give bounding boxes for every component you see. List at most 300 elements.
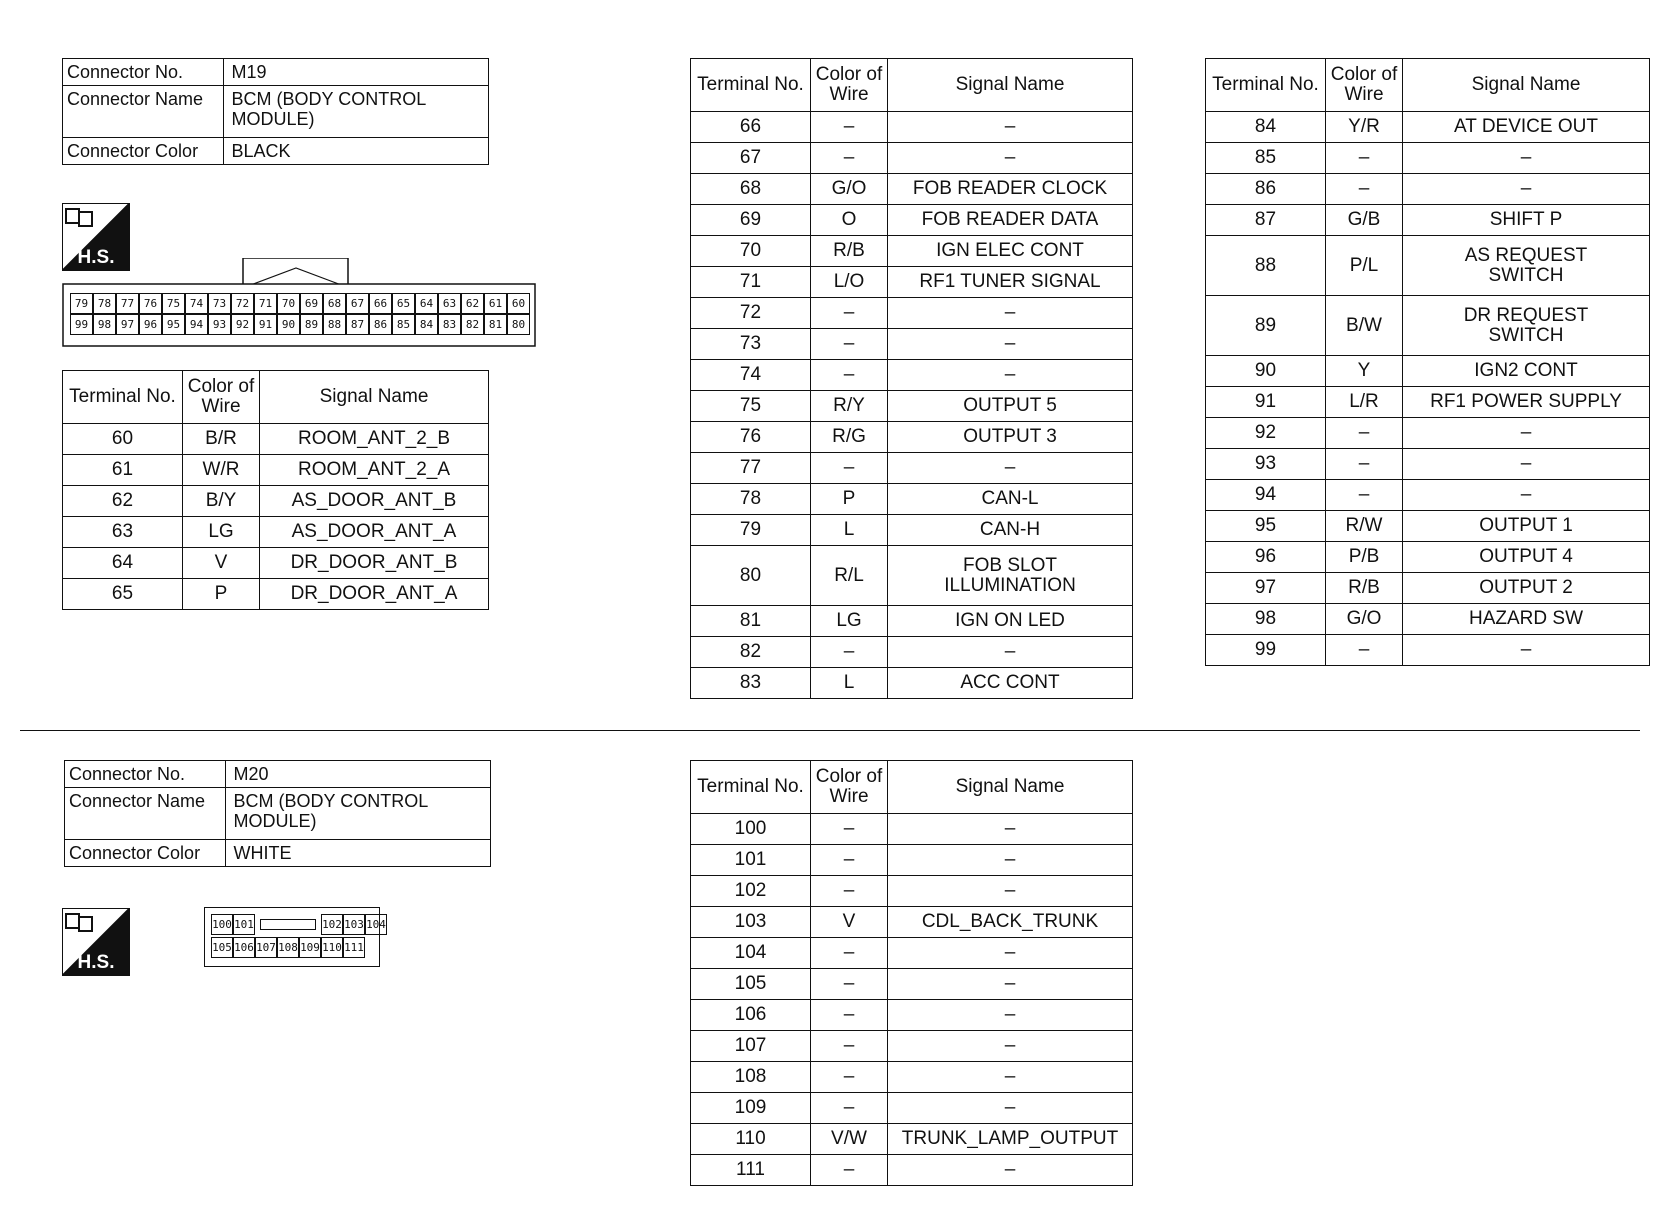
wire-color-cell: – <box>1326 143 1403 174</box>
terminal-cell: 79 <box>691 515 811 546</box>
signal-name-cell <box>888 668 1133 699</box>
wire-color-cell: V <box>183 548 260 579</box>
pin: 76 <box>139 293 162 314</box>
signal-name-cell <box>1403 511 1650 542</box>
info-value: M19 <box>223 59 488 86</box>
info-value: BLACK <box>223 138 488 165</box>
terminal-cell: 76 <box>691 422 811 453</box>
pin: 80 <box>507 314 530 335</box>
signal-name-cell <box>260 548 489 579</box>
table-row <box>691 391 1133 422</box>
terminal-cell: 68 <box>691 174 811 205</box>
pin: 81 <box>484 314 507 335</box>
m19-terminal-table-a <box>62 370 489 610</box>
signal-name-cell <box>888 453 1133 484</box>
section-divider <box>20 730 1640 731</box>
signal-name-text: OUTPUT 3 <box>963 426 1057 447</box>
pin: 62 <box>461 293 484 314</box>
m19-connector-info <box>62 58 489 165</box>
signal-name-text: – <box>1004 1004 1016 1025</box>
terminal-cell: 105 <box>691 969 811 1000</box>
terminal-cell: 84 <box>1206 112 1326 143</box>
table-row <box>1206 296 1650 356</box>
table-row <box>1206 205 1650 236</box>
signal-name-cell <box>888 814 1133 845</box>
signal-name-text: ACC CONT <box>960 672 1060 693</box>
terminal-cell: 62 <box>63 486 183 517</box>
pin: 84 <box>415 314 438 335</box>
header-signal: Signal Name <box>888 761 1133 814</box>
info-row-number <box>63 59 489 86</box>
pin: 107 <box>255 937 277 958</box>
pin: 93 <box>208 314 231 335</box>
table-row <box>691 876 1133 907</box>
pin: 100 <box>211 914 233 935</box>
terminal-cell: 75 <box>691 391 811 422</box>
terminal-cell: 103 <box>691 907 811 938</box>
pin: 75 <box>162 293 185 314</box>
pin: 85 <box>392 314 415 335</box>
signal-name-cell <box>888 205 1133 236</box>
signal-name-text: – <box>1004 973 1016 994</box>
terminal-cell: 69 <box>691 205 811 236</box>
signal-name-cell <box>888 112 1133 143</box>
wire-color-cell: R/L <box>811 546 888 606</box>
wire-color-cell: R/B <box>811 236 888 267</box>
pin: 88 <box>323 314 346 335</box>
signal-name-text: – <box>1004 818 1016 839</box>
wire-color-cell: – <box>811 876 888 907</box>
pin: 63 <box>438 293 461 314</box>
table-row <box>691 1093 1133 1124</box>
terminal-cell: 107 <box>691 1031 811 1062</box>
terminal-cell: 101 <box>691 845 811 876</box>
signal-name-text: SHIFT P <box>1489 209 1563 230</box>
signal-name-text: AS_DOOR_ANT_A <box>291 521 457 542</box>
signal-name-text: – <box>1004 880 1016 901</box>
table-row <box>1206 174 1650 205</box>
pin: 60 <box>507 293 530 314</box>
signal-name-cell <box>888 1062 1133 1093</box>
terminal-cell: 106 <box>691 1000 811 1031</box>
terminal-cell: 60 <box>63 424 183 455</box>
table-row <box>691 1031 1133 1062</box>
wire-color-cell: LG <box>183 517 260 548</box>
terminal-cell: 89 <box>1206 296 1326 356</box>
terminal-cell: 110 <box>691 1124 811 1155</box>
terminal-cell: 63 <box>63 517 183 548</box>
terminal-cell: 73 <box>691 329 811 360</box>
info-value-text: BCM (BODY CONTROL MODULE) <box>233 791 428 831</box>
info-key: Connector Color <box>63 138 224 165</box>
signal-name-cell <box>1403 143 1650 174</box>
table-row <box>63 548 489 579</box>
header-signal: Signal Name <box>1403 59 1650 112</box>
m20-terminal-table <box>690 760 1133 1186</box>
signal-name-text: – <box>1520 453 1532 474</box>
wire-color-cell: L <box>811 515 888 546</box>
pin: 95 <box>162 314 185 335</box>
signal-name-cell <box>888 1155 1133 1186</box>
pin: 67 <box>346 293 369 314</box>
table-row <box>691 515 1133 546</box>
table-row <box>691 1062 1133 1093</box>
signal-name-cell <box>888 969 1133 1000</box>
signal-name-cell <box>888 1124 1133 1155</box>
pin: 69 <box>300 293 323 314</box>
signal-name-cell <box>260 579 489 610</box>
signal-name-text: – <box>1004 1097 1016 1118</box>
table-row <box>691 329 1133 360</box>
terminal-cell: 99 <box>1206 635 1326 666</box>
signal-name-cell <box>1403 480 1650 511</box>
terminal-cell: 96 <box>1206 542 1326 573</box>
signal-name-text: IGN ON LED <box>955 610 1065 631</box>
pin: 77 <box>116 293 139 314</box>
terminal-cell: 77 <box>691 453 811 484</box>
table-header <box>691 761 1133 814</box>
header-terminal: Terminal No. <box>691 59 811 112</box>
table-row <box>691 174 1133 205</box>
table-row <box>691 637 1133 668</box>
table-row <box>691 143 1133 174</box>
signal-name-cell <box>1403 573 1650 604</box>
table-row <box>1206 418 1650 449</box>
wire-color-cell: – <box>1326 449 1403 480</box>
m20-pin-grid-top <box>211 914 387 935</box>
signal-name-cell <box>260 424 489 455</box>
wire-color-cell: – <box>811 637 888 668</box>
pin: 105 <box>211 937 233 958</box>
signal-name-text: FOB READER DATA <box>921 209 1099 230</box>
signal-name-cell <box>1403 112 1650 143</box>
table-row <box>1206 604 1650 635</box>
terminal-cell: 81 <box>691 606 811 637</box>
header-color <box>811 59 888 112</box>
wire-color-cell: G/O <box>1326 604 1403 635</box>
signal-name-cell <box>1403 418 1650 449</box>
info-value-text: BCM (BODY CONTROL MODULE) <box>231 89 426 129</box>
signal-name-text: AS REQUEST SWITCH <box>1464 244 1588 286</box>
table-row <box>691 484 1133 515</box>
signal-name-cell <box>888 174 1133 205</box>
info-key: Connector No. <box>63 59 224 86</box>
wire-color-cell: B/R <box>183 424 260 455</box>
pin: 111 <box>343 937 365 958</box>
info-key: Connector Name <box>65 788 226 840</box>
table-row <box>691 453 1133 484</box>
wire-color-cell: – <box>1326 418 1403 449</box>
pin: 99 <box>70 314 93 335</box>
signal-name-cell <box>888 391 1133 422</box>
signal-name-text: AS_DOOR_ANT_B <box>291 490 457 511</box>
pin: 106 <box>233 937 255 958</box>
terminal-cell: 98 <box>1206 604 1326 635</box>
signal-name-text: ROOM_ANT_2_B <box>297 428 451 449</box>
terminal-cell: 111 <box>691 1155 811 1186</box>
signal-name-text: ROOM_ANT_2_A <box>297 459 451 480</box>
header-terminal: Terminal No. <box>63 371 183 424</box>
signal-name-cell <box>888 546 1133 606</box>
terminal-cell: 92 <box>1206 418 1326 449</box>
terminal-cell: 91 <box>1206 387 1326 418</box>
terminal-cell: 104 <box>691 938 811 969</box>
table-row <box>691 205 1133 236</box>
wire-color-cell: R/W <box>1326 511 1403 542</box>
info-key: Connector Name <box>63 86 224 138</box>
table-row <box>1206 480 1650 511</box>
signal-name-text: – <box>1004 641 1016 662</box>
pin: 97 <box>116 314 139 335</box>
signal-name-text: – <box>1004 1066 1016 1087</box>
signal-name-cell <box>888 143 1133 174</box>
table-row <box>63 517 489 548</box>
signal-name-cell <box>888 1093 1133 1124</box>
wire-color-cell: – <box>811 360 888 391</box>
pin: 102 <box>321 914 343 935</box>
signal-name-cell <box>1403 604 1650 635</box>
terminal-cell: 93 <box>1206 449 1326 480</box>
signal-name-text: CAN-L <box>981 488 1039 509</box>
signal-name-cell <box>260 455 489 486</box>
table-row <box>691 814 1133 845</box>
signal-name-text: DR_DOOR_ANT_B <box>290 552 458 573</box>
signal-name-cell <box>888 938 1133 969</box>
signal-name-cell <box>888 236 1133 267</box>
signal-name-cell <box>888 360 1133 391</box>
signal-name-text: DR REQUEST SWITCH <box>1463 304 1589 346</box>
signal-name-text: IGN2 CONT <box>1474 360 1578 381</box>
signal-name-text: OUTPUT 4 <box>1479 546 1573 567</box>
signal-name-cell <box>1403 296 1650 356</box>
terminal-cell: 88 <box>1206 236 1326 296</box>
wire-color-cell: W/R <box>183 455 260 486</box>
wire-color-cell: – <box>811 1093 888 1124</box>
pin: 92 <box>231 314 254 335</box>
harness-side-icon <box>62 908 130 976</box>
terminal-cell: 61 <box>63 455 183 486</box>
header-color <box>183 371 260 424</box>
wire-color-cell: L/R <box>1326 387 1403 418</box>
wire-color-cell: O <box>811 205 888 236</box>
wire-color-cell: R/Y <box>811 391 888 422</box>
terminal-cell: 83 <box>691 668 811 699</box>
table-row <box>1206 356 1650 387</box>
wire-color-cell: G/O <box>811 174 888 205</box>
header-color-text: Color of Wire <box>815 766 883 807</box>
table-header <box>691 59 1133 112</box>
signal-name-cell <box>1403 205 1650 236</box>
wire-color-cell: – <box>1326 635 1403 666</box>
m20-connector-info <box>64 760 491 867</box>
table-row <box>1206 635 1650 666</box>
pin: 64 <box>415 293 438 314</box>
header-signal: Signal Name <box>260 371 489 424</box>
m19-pin-grid <box>70 293 530 335</box>
signal-name-text: – <box>1520 639 1532 660</box>
wire-color-cell: V/W <box>811 1124 888 1155</box>
signal-name-text: FOB READER CLOCK <box>912 178 1108 199</box>
terminal-cell: 85 <box>1206 143 1326 174</box>
table-row <box>1206 236 1650 296</box>
signal-name-cell <box>1403 356 1650 387</box>
table-row <box>63 579 489 610</box>
terminal-cell: 78 <box>691 484 811 515</box>
info-row-color <box>63 138 489 165</box>
pin: 89 <box>300 314 323 335</box>
signal-name-cell <box>888 1000 1133 1031</box>
signal-name-text: – <box>1520 178 1532 199</box>
pin: 65 <box>392 293 415 314</box>
signal-name-text: – <box>1004 302 1016 323</box>
signal-name-text: IGN ELEC CONT <box>936 240 1084 261</box>
signal-name-cell <box>888 1031 1133 1062</box>
pin: 61 <box>484 293 507 314</box>
terminal-cell: 90 <box>1206 356 1326 387</box>
signal-name-text: CDL_BACK_TRUNK <box>921 911 1099 932</box>
table-row <box>691 267 1133 298</box>
signal-name-cell <box>1403 174 1650 205</box>
table-row <box>1206 511 1650 542</box>
pin: 101 <box>233 914 255 935</box>
wire-color-cell: B/W <box>1326 296 1403 356</box>
wire-color-cell: – <box>811 1155 888 1186</box>
terminal-cell: 102 <box>691 876 811 907</box>
info-row-name <box>63 86 489 138</box>
terminal-cell: 80 <box>691 546 811 606</box>
pin: 72 <box>231 293 254 314</box>
wire-color-cell: – <box>811 1031 888 1062</box>
info-row-name <box>65 788 491 840</box>
pin: 110 <box>321 937 343 958</box>
connector-key-slot <box>255 914 321 935</box>
table-header <box>1206 59 1650 112</box>
header-signal: Signal Name <box>888 59 1133 112</box>
signal-name-cell <box>888 422 1133 453</box>
info-value <box>223 86 488 138</box>
terminal-cell: 108 <box>691 1062 811 1093</box>
pin: 108 <box>277 937 299 958</box>
signal-name-text: AT DEVICE OUT <box>1454 116 1598 137</box>
signal-name-text: OUTPUT 1 <box>1479 515 1573 536</box>
hs-label: H.S. <box>77 952 115 973</box>
pin: 103 <box>343 914 365 935</box>
wire-color-cell: – <box>811 814 888 845</box>
pin: 66 <box>369 293 392 314</box>
signal-name-text: – <box>1004 1035 1016 1056</box>
info-row-number <box>65 761 491 788</box>
table-row <box>691 298 1133 329</box>
table-row <box>691 668 1133 699</box>
signal-name-text: FOB SLOT ILLUMINATION <box>944 554 1076 596</box>
table-row <box>1206 387 1650 418</box>
wire-color-cell: – <box>811 329 888 360</box>
signal-name-text: – <box>1004 457 1016 478</box>
wire-color-cell: V <box>811 907 888 938</box>
table-row <box>63 486 489 517</box>
wire-color-cell: P <box>183 579 260 610</box>
key-slot-rect <box>260 919 316 930</box>
signal-name-text: RF1 POWER SUPPLY <box>1430 391 1622 412</box>
signal-name-text: OUTPUT 5 <box>963 395 1057 416</box>
header-terminal: Terminal No. <box>691 761 811 814</box>
wire-color-cell: G/B <box>1326 205 1403 236</box>
table-row <box>691 606 1133 637</box>
terminal-cell: 74 <box>691 360 811 391</box>
pin: 90 <box>277 314 300 335</box>
terminal-cell: 71 <box>691 267 811 298</box>
signal-name-text: – <box>1004 849 1016 870</box>
signal-name-text: – <box>1004 364 1016 385</box>
wire-color-cell: L <box>811 668 888 699</box>
signal-name-cell <box>888 298 1133 329</box>
table-row <box>691 1124 1133 1155</box>
signal-name-cell <box>888 484 1133 515</box>
signal-name-cell <box>888 267 1133 298</box>
terminal-cell: 82 <box>691 637 811 668</box>
pin: 87 <box>346 314 369 335</box>
table-row <box>691 546 1133 606</box>
signal-name-text: OUTPUT 2 <box>1479 577 1573 598</box>
header-color-text: Color of Wire <box>1330 64 1398 105</box>
wire-color-cell: P/L <box>1326 236 1403 296</box>
wire-color-cell: – <box>811 112 888 143</box>
pin: 109 <box>299 937 321 958</box>
pin: 79 <box>70 293 93 314</box>
terminal-cell: 109 <box>691 1093 811 1124</box>
signal-name-text: – <box>1520 484 1532 505</box>
signal-name-cell <box>888 637 1133 668</box>
table-row <box>1206 573 1650 604</box>
wire-color-cell: – <box>811 1000 888 1031</box>
table-row <box>63 455 489 486</box>
table-row <box>63 424 489 455</box>
signal-name-text: – <box>1004 116 1016 137</box>
signal-name-cell <box>1403 387 1650 418</box>
wire-color-cell: – <box>811 143 888 174</box>
table-row <box>691 907 1133 938</box>
terminal-cell: 87 <box>1206 205 1326 236</box>
wire-color-cell: – <box>1326 480 1403 511</box>
signal-name-text: – <box>1004 333 1016 354</box>
wire-color-cell: – <box>1326 174 1403 205</box>
wire-color-cell: P <box>811 484 888 515</box>
m19-terminal-table-b <box>690 58 1133 699</box>
table-row <box>691 360 1133 391</box>
wire-color-cell: P/B <box>1326 542 1403 573</box>
header-terminal: Terminal No. <box>1206 59 1326 112</box>
info-key: Connector No. <box>65 761 226 788</box>
signal-name-cell <box>1403 236 1650 296</box>
wire-color-cell: – <box>811 1062 888 1093</box>
signal-name-text: TRUNK_LAMP_OUTPUT <box>901 1128 1119 1149</box>
table-row <box>691 1000 1133 1031</box>
wire-color-cell: R/G <box>811 422 888 453</box>
pin: 68 <box>323 293 346 314</box>
terminal-cell: 100 <box>691 814 811 845</box>
signal-name-cell <box>888 329 1133 360</box>
terminal-cell: 66 <box>691 112 811 143</box>
table-row <box>691 1155 1133 1186</box>
signal-name-cell <box>260 517 489 548</box>
table-row <box>1206 542 1650 573</box>
info-value: M20 <box>225 761 490 788</box>
wire-color-cell: – <box>811 969 888 1000</box>
pin: 98 <box>93 314 116 335</box>
info-row-color <box>65 840 491 867</box>
pin: 74 <box>185 293 208 314</box>
signal-name-text: CAN-H <box>979 519 1041 540</box>
